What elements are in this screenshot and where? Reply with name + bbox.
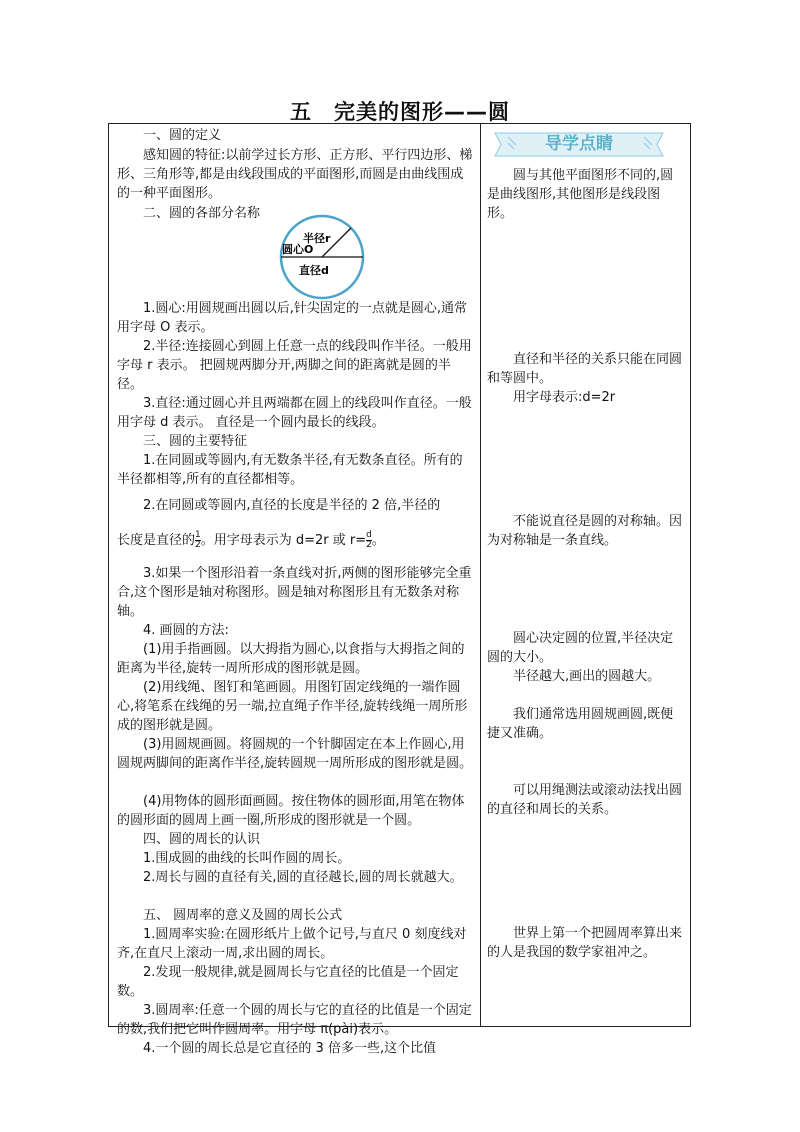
ratio-text-pre: 长度是直径的 <box>117 533 196 548</box>
pi-paragraph-3: 3.圆周率:任意一个圆的周长与它的直径的比值是一个固定的数,我们把它叫作圆周率。用字母 π(pài)表示。 <box>117 1003 472 1037</box>
banner-label: 导学点睛 <box>545 134 613 154</box>
radius-paragraph: 2.半径:连接圆心到圆上任意一点的线段叫作半径。一般用字母 r 表示。 把圆规两脚分开,两脚之间的距离就是圆的半径。 <box>117 339 472 392</box>
circle-diagram <box>277 212 367 302</box>
section-heading-circumference: 四、圆的周长的认识 <box>143 832 261 847</box>
note-diameter-radius: 直径和半径的关系只能在同圆和等圆中。 <box>487 352 683 386</box>
page-title: 五 完美的图形——圆 <box>290 100 510 124</box>
radius-label: 半径r <box>303 232 331 245</box>
note-formula: 用字母表示:d=2r <box>513 390 616 405</box>
feature-paragraph-2b <box>117 531 475 550</box>
note-rope-method: 可以用绳测法或滚动法找出圆的直径和周长的关系。 <box>487 783 683 817</box>
fraction-denominator-2: 2 <box>366 540 372 550</box>
note-zu-chongzhi: 世界上第一个把圆周率算出来的人是我国的数学家祖冲之。 <box>487 926 683 960</box>
pi-paragraph-2: 2.发现一般规律,就是圆周长与它直径的比值是一个固定数。 <box>117 965 459 999</box>
drawing-methods-heading: 4. 画圆的方法: <box>143 623 229 638</box>
guide-banner <box>489 130 669 159</box>
ratio-text-end: 。 <box>371 533 385 548</box>
pi-paragraph-4: 4.一个圆的周长总是它直径的 3 倍多一些,这个比值 <box>143 1041 437 1056</box>
diameter-label: 直径d <box>299 264 329 277</box>
column-divider <box>480 124 481 1026</box>
center-point-paragraph: 1.圆心:用圆规画出圆以后,针尖固定的一点就是圆心,通常用字母 O 表示。 <box>117 301 468 335</box>
diameter-paragraph: 3.直径:通过圆心并且两端都在圆上的线段叫作直径。一般用字母 d 表示。 直径是一个圆内最长的线段。 <box>117 396 472 430</box>
note-curve-figure: 圆与其他平面图形不同的,圆是曲线图形,其他图形是线段图形。 <box>487 168 674 221</box>
method-1-paragraph: (1)用手指画圆。以大拇指为圆心,以食指与大拇指之间的距离为半径,旋转一周所形成的图形就是圆。 <box>117 642 465 676</box>
fraction-numerator: 1 <box>195 530 201 540</box>
section-heading-pi: 五、 圆周率的意义及圆的周长公式 <box>143 908 343 923</box>
note-symmetry-axis: 不能说直径是圆的对称轴。因为对称轴是一条直线。 <box>487 514 683 548</box>
section-heading-definition: 一、圆的定义 <box>143 128 222 143</box>
method-4-paragraph: (4)用物体的圆形面画圆。按住物体的圆形面,用笔在物体的圆形面的圆周上画一圈,所形成的图形就是一个圆。 <box>117 794 465 828</box>
definition-paragraph: 感知圆的特征:以前学过长方形、正方形、平行四边形、梯形、三角形等,都是由线段围成的平面图形,而圆是由曲线围成的一种平面图形。 <box>117 148 473 201</box>
pi-paragraph-1: 1.圆周率实验:在圆形纸片上做个记号,与直尺 0 刻度线对齐,在直尺上滚动一周,求出圆的周长。 <box>117 927 467 961</box>
feature-paragraph-1: 1.在同圆或等圆内,有无数条半径,有无数条直径。所有的半径都相等,所有的直径都相等。 <box>117 453 463 487</box>
fraction-denominator: 2 <box>195 540 201 550</box>
section-heading-parts: 二、圆的各部分名称 <box>143 206 261 221</box>
center-label: 圆心O <box>282 243 314 256</box>
ratio-text-mid: 。用字母表示为 d=2r 或 r= <box>200 533 367 548</box>
content-table <box>108 123 691 1056</box>
note-center-radius: 圆心决定圆的位置,半径决定圆的大小。 <box>487 631 674 665</box>
circumference-paragraph-2: 2.周长与圆的直径有关,圆的直径越长,圆的周长就越大。 <box>143 870 463 885</box>
section-heading-features: 三、圆的主要特征 <box>143 434 248 449</box>
feature-paragraph-2a: 2.在同圆或等圆内,直径的长度是半径的 2 倍,半径的 <box>143 498 441 513</box>
circumference-paragraph-1: 1.围成圆的曲线的长叫作圆的周长。 <box>143 851 351 866</box>
method-2-paragraph: (2)用线绳、图钉和笔画圆。用图钉固定线绳的一端作圆心,将笔系在线绳的另一端,拉直绳子作半径,旋转线绳一周所形成的图形就是圆。 <box>117 680 468 733</box>
fraction-numerator-d: d <box>366 530 372 540</box>
note-compass: 我们通常选用圆规画圆,既便捷又准确。 <box>487 707 674 741</box>
note-radius-size: 半径越大,画出的圆越大。 <box>513 669 661 684</box>
feature-paragraph-3: 3.如果一个图形沿着一条直线对折,两侧的图形能够完全重合,这个图形是轴对称图形。圆是轴对称图形且有无数条对称轴。 <box>117 566 472 619</box>
method-3-paragraph: (3)用圆规画圆。将圆规的一个针脚固定在本上作圆心,用圆规两脚间的距离作半径,旋转圆规一周所形成的图形就是圆。 <box>117 737 473 771</box>
